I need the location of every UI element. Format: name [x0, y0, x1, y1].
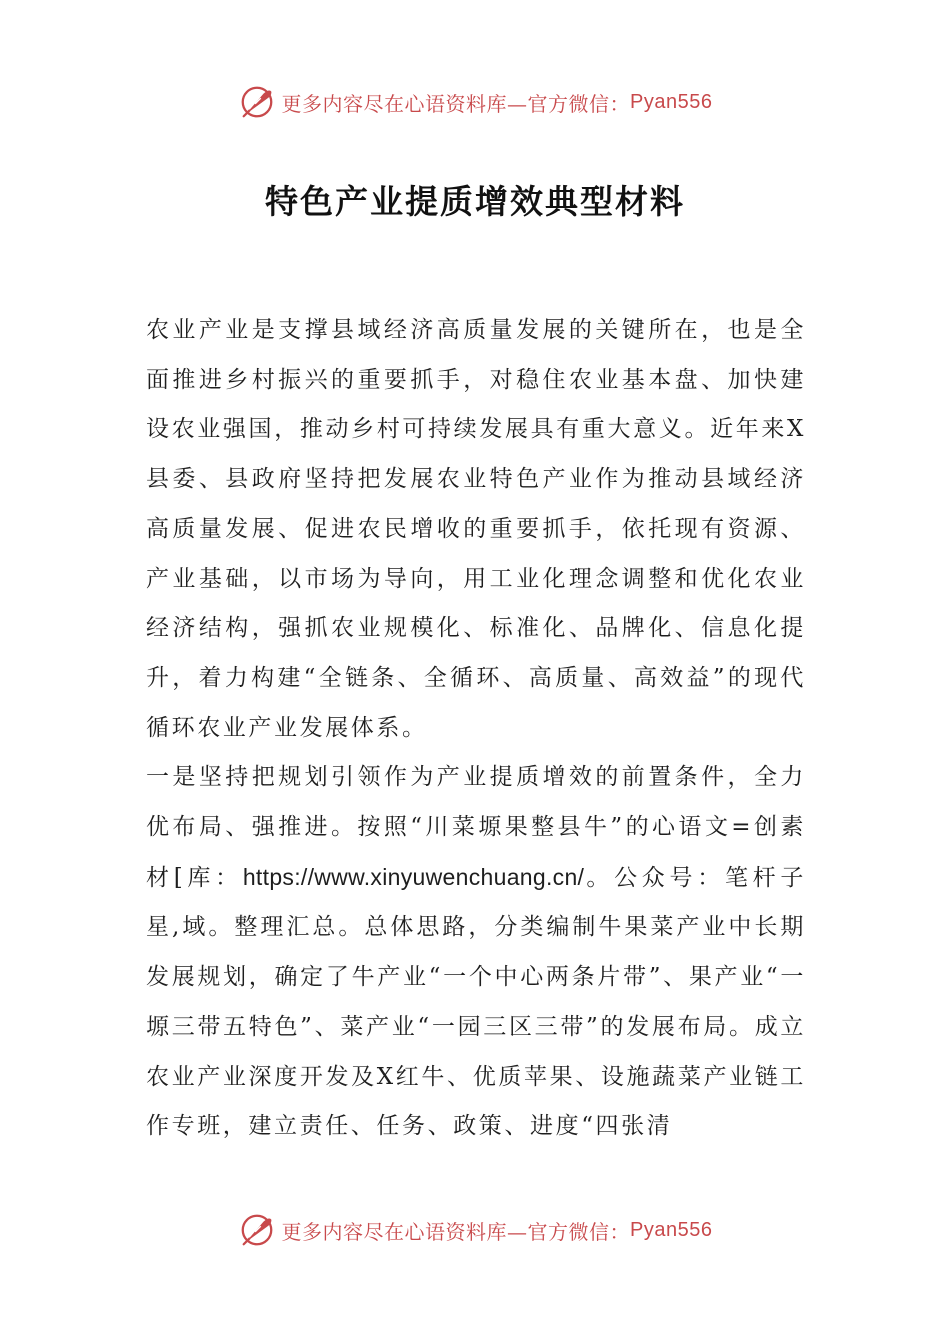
- footer-wechat-id: Pyan556: [630, 1218, 713, 1241]
- body-paragraph-2: [146, 753, 806, 1152]
- body-paragraph-1: 农业产业是支撑县域经济高质量发展的关键所在，也是全面推进乡村振兴的重要抓手，对稳住农业基本盘、加快建设农业强国，推动乡村可持续发展具有重大意义。近年来X县委、县政府坚持把发展农业特色产业作为推动县域经济高质量发展、促进农民增收的重要抓手，依托现有资源、产业基础，以市场为导向，用工业化理念调整和优化农业经济结构，强抓农业规模化、标准化、品牌化、信息化提升，着力构建“全链条、全循环、高质量、高效益”的现代循环农业产业发展体系。: [146, 317, 806, 741]
- header-wechat-id: Pyan556: [630, 90, 713, 113]
- document-title: 特色产业提质增效典型材料: [265, 182, 685, 221]
- header-brand-text: 更多内容尽在心语资料库—官方微信：: [281, 91, 631, 116]
- quill-pen-logo-icon: [238, 83, 276, 121]
- paragraph-2-text-a: 一是坚持把规划引领作为产业提质增效的前置条件，全力优布局、强推进。按照“川菜塬果整县牛”的心语文=创素材[库：: [146, 764, 806, 891]
- quill-pen-logo-icon: [238, 1211, 276, 1249]
- footer-watermark-banner: [0, 1208, 950, 1252]
- header-watermark-banner: [0, 80, 950, 124]
- paragraph-2-text-b: 。公众号：笔杆子星,域。整理汇总。总体思路，分类编制牛果菜产业中长期发展规划，确定了牛产业“一个中心两条片带”、果产业“一塬三带五特色”、菜产业“一园三区三带”的发展布局。成立农业产业深度开发及X红牛、优质苹果、设施蔬菜产业链工作专班，建立责任、任务、政策、进度“四张清: [146, 864, 806, 1140]
- footer-brand-text: 更多内容尽在心语资料库—官方微信：: [281, 1219, 631, 1244]
- website-url: https://www.xinyuwenchuang.cn/: [242, 863, 585, 890]
- document-body: [146, 306, 806, 1152]
